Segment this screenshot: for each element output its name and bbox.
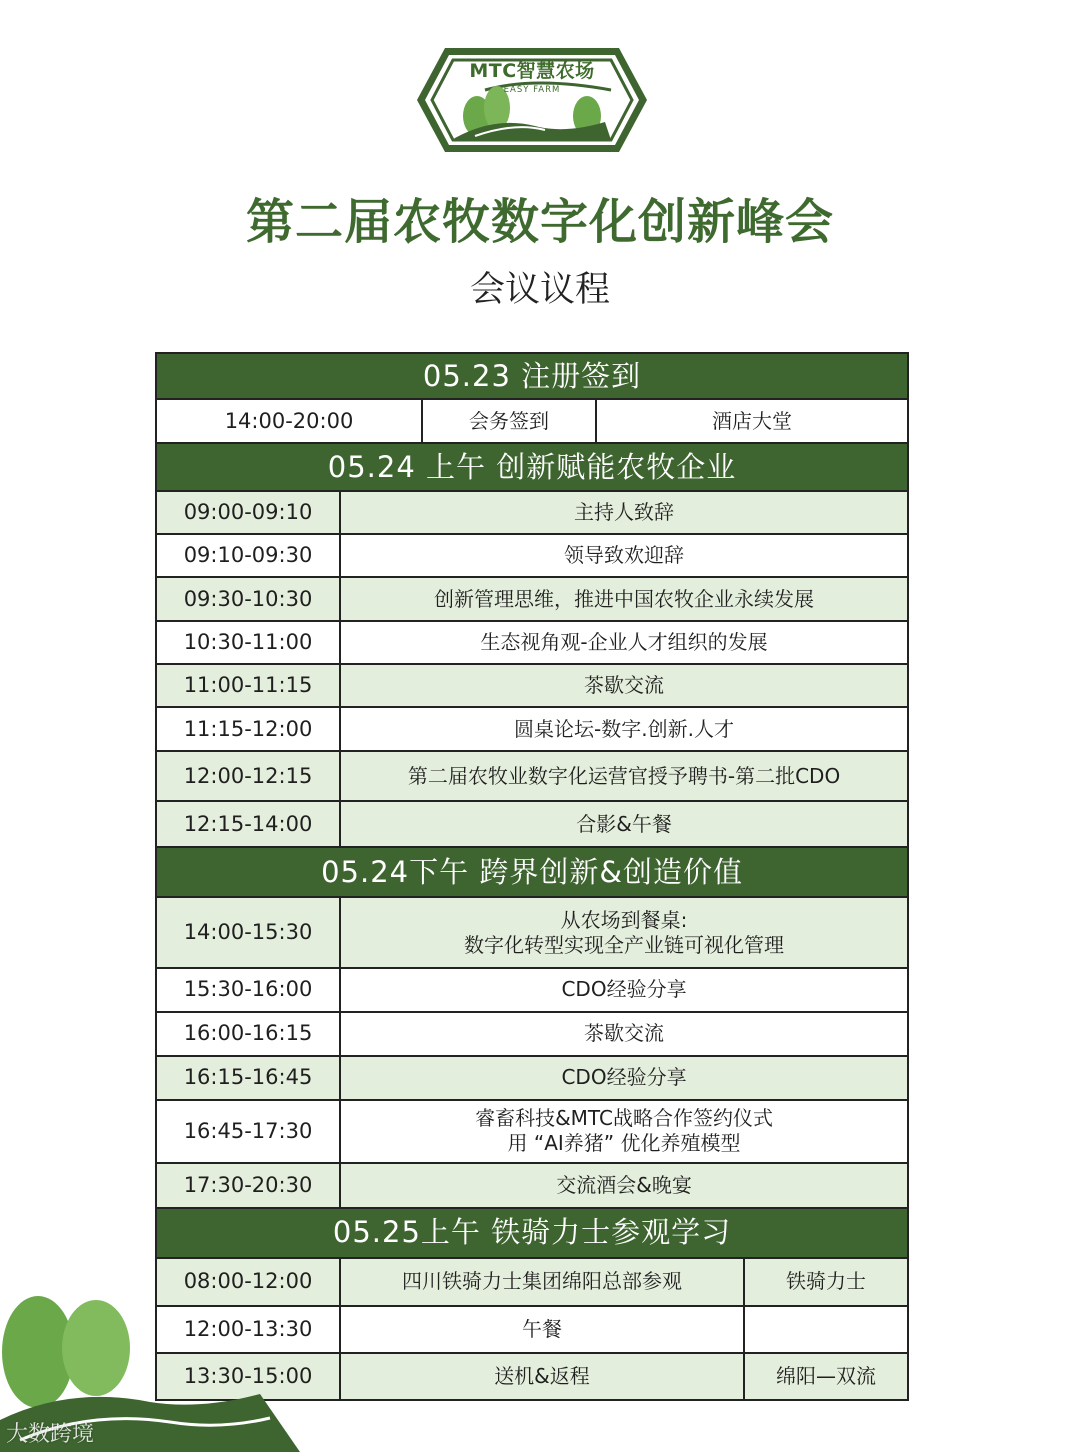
logo-title: MTC智慧农场 <box>469 60 595 82</box>
time-cell: 09:30-10:30 <box>156 577 340 621</box>
table-row <box>156 621 908 664</box>
table-row <box>156 707 908 751</box>
item-cell: 交流酒会&晚宴 <box>340 1163 908 1208</box>
time-cell: 11:00-11:15 <box>156 664 340 707</box>
time-cell: 17:30-20:30 <box>156 1163 340 1208</box>
item-cell: CDO经验分享 <box>340 1056 908 1100</box>
page-subtitle: 会议议程 <box>469 270 610 310</box>
table-row <box>156 968 908 1011</box>
time-cell: 08:00-12:00 <box>156 1258 340 1306</box>
time-cell: 09:10-09:30 <box>156 534 340 577</box>
time-cell: 16:15-16:45 <box>156 1056 340 1100</box>
table-row <box>156 801 908 847</box>
section-header-day3 <box>156 1208 908 1258</box>
table-row <box>156 534 908 577</box>
time-cell: 09:00-09:10 <box>156 491 340 534</box>
mtc-logo <box>415 46 649 154</box>
item-line: 从农场到餐桌: <box>560 907 688 932</box>
item-cell: 送机&返程 <box>340 1353 744 1400</box>
time-cell: 13:30-15:00 <box>156 1353 340 1400</box>
item-cell: 主持人致辞 <box>340 491 908 534</box>
table-row <box>156 399 908 443</box>
item-cell: 会务签到 <box>422 399 596 443</box>
time-cell: 14:00-15:30 <box>156 897 340 968</box>
watermark: 大数跨境 <box>6 1422 95 1447</box>
time-cell: 12:15-14:00 <box>156 801 340 847</box>
page-title: 第二届农牧数字化创新峰会 <box>245 194 834 250</box>
table-row <box>156 1012 908 1056</box>
item-line: 数字化转型实现全产业链可视化管理 <box>464 932 785 957</box>
place-cell <box>744 1306 908 1353</box>
item-cell <box>340 897 908 968</box>
item-cell: 茶歇交流 <box>340 664 908 707</box>
time-cell: 16:45-17:30 <box>156 1100 340 1163</box>
item-cell: 茶歇交流 <box>340 1012 908 1056</box>
table-row <box>156 491 908 534</box>
logo-subtitle: EASY FARM <box>503 85 561 95</box>
item-cell: 第二届农牧业数字化运营官授予聘书-第二批CDO <box>340 751 908 801</box>
table-row <box>156 897 908 968</box>
table-row <box>156 1100 908 1163</box>
section-title: 05.25上午 铁骑力士参观学习 <box>156 1208 908 1258</box>
time-cell: 16:00-16:15 <box>156 1012 340 1056</box>
time-cell: 12:00-12:15 <box>156 751 340 801</box>
table-row <box>156 751 908 801</box>
item-cell: 生态视角观-企业人才组织的发展 <box>340 621 908 664</box>
item-cell: 圆桌论坛-数字.创新.人才 <box>340 707 908 751</box>
section-title: 05.23 注册签到 <box>156 353 908 399</box>
item-cell: CDO经验分享 <box>340 968 908 1011</box>
table-row <box>156 1163 908 1208</box>
section-title: 05.24 上午 创新赋能农牧企业 <box>156 443 908 491</box>
time-cell: 15:30-16:00 <box>156 968 340 1011</box>
item-cell: 创新管理思维，推进中国农牧企业永续发展 <box>340 577 908 621</box>
time-cell: 12:00-13:30 <box>156 1306 340 1353</box>
table-row <box>156 664 908 707</box>
item-line: 用 “AI养猪” 优化养殖模型 <box>507 1131 741 1156</box>
section-header-pm <box>156 847 908 897</box>
item-cell: 领导致欢迎辞 <box>340 534 908 577</box>
item-line: 睿畜科技&MTC战略合作签约仪式 <box>475 1106 773 1131</box>
section-header-day1 <box>156 353 908 399</box>
place-cell: 铁骑力士 <box>744 1258 908 1306</box>
place-cell: 绵阳—双流 <box>744 1353 908 1400</box>
time-cell: 10:30-11:00 <box>156 621 340 664</box>
item-cell <box>340 1100 908 1163</box>
table-row <box>156 577 908 621</box>
agenda-table <box>155 352 909 1401</box>
place-cell: 酒店大堂 <box>596 399 908 443</box>
item-cell: 午餐 <box>340 1306 744 1353</box>
item-cell: 合影&午餐 <box>340 801 908 847</box>
item-cell: 四川铁骑力士集团绵阳总部参观 <box>340 1258 744 1306</box>
time-cell: 11:15-12:00 <box>156 707 340 751</box>
section-header-am <box>156 443 908 491</box>
section-title: 05.24下午 跨界创新&创造价值 <box>156 847 908 897</box>
time-cell: 14:00-20:00 <box>156 399 422 443</box>
table-row <box>156 1056 908 1100</box>
